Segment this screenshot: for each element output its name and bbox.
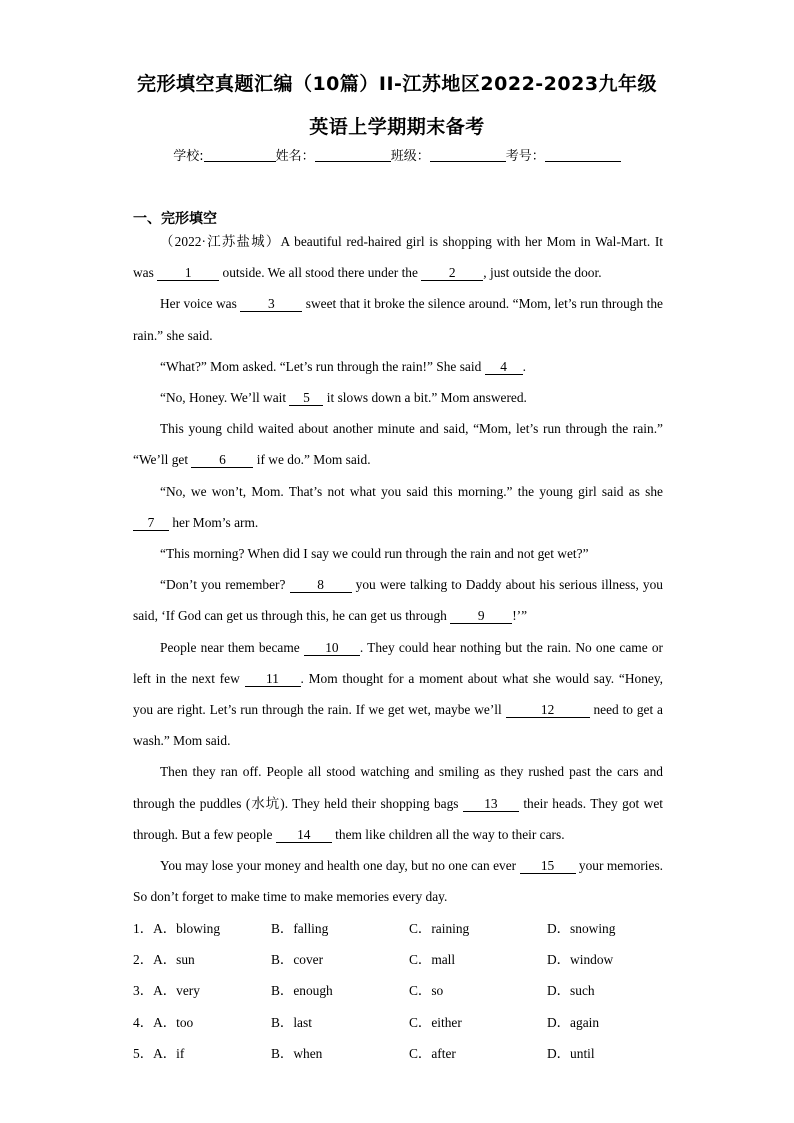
title-line-2: 英语上学期期末备考: [309, 116, 485, 138]
option-1-C[interactable]: C．raining: [409, 921, 470, 936]
student-info-line: [0, 145, 794, 164]
passage-text: . Mom thought for a moment about what she would say. “Honey, you are right. Let’s run through the rain. If we get wet, maybe we’ll: [133, 670, 664, 718]
passage-text: “No, Honey. We’ll wait: [160, 390, 290, 406]
blank-3[interactable]: 3: [240, 296, 302, 312]
class-blank[interactable]: [430, 148, 506, 162]
option-row: [133, 1007, 693, 1038]
option-row: [133, 944, 693, 975]
option-4-C[interactable]: C．either: [409, 1014, 462, 1030]
blank-2[interactable]: 2: [421, 265, 483, 281]
passage-text: !’”: [512, 608, 528, 624]
passage-text: （2022·江苏盐城）A beautiful red-haired girl is shopping with her Mom in Wal-Mart. It was: [133, 234, 663, 281]
passage-text: People near them became: [160, 639, 304, 655]
passage-text: their heads. They got wet through. But a few people: [133, 795, 663, 842]
passage-text: you were talking to Daddy about his serious illness, you said, ‘If God can get us through this, he can get us through: [133, 577, 663, 624]
option-5-A[interactable]: 5．A．if: [133, 1045, 185, 1061]
passage-text: . They could hear nothing but the rain. No one came or left in the next few: [133, 639, 663, 686]
option-row: [133, 913, 693, 944]
passage-text: .: [522, 358, 526, 374]
blank-15[interactable]: 15: [520, 858, 576, 874]
option-3-D[interactable]: D．such: [547, 983, 595, 999]
option-3-A[interactable]: 3．A．very: [133, 983, 200, 999]
passage-text: need to get a wash.” Mom said.: [133, 702, 663, 749]
passage-text: them like children all the way to their cars.: [331, 826, 565, 842]
option-4-B[interactable]: B．last: [271, 1014, 312, 1030]
option-2-C[interactable]: C．mall: [409, 952, 456, 968]
option-1-B[interactable]: B．falling: [271, 921, 329, 936]
answer-options: [133, 913, 693, 1069]
passage-text: Then they ran off. People all stood watching and smiling as they rushed past the cars and through the puddles (水坑). They held their shopping bags: [133, 764, 663, 811]
passage-text: outside. We all stood there under the: [219, 265, 422, 281]
blank-11[interactable]: 11: [245, 671, 301, 687]
option-2-B[interactable]: B．cover: [271, 952, 324, 968]
option-4-D[interactable]: D．again: [547, 1014, 600, 1030]
passage-text: her Mom’s arm.: [169, 514, 259, 530]
name-label: 姓名：: [275, 149, 315, 164]
passage-paragraph: [133, 476, 663, 538]
school-label: 学校:: [173, 149, 204, 164]
blank-6[interactable]: 6: [191, 452, 253, 468]
blank-7[interactable]: 7: [133, 515, 169, 531]
option-3-B[interactable]: B．enough: [271, 983, 333, 999]
option-2-A[interactable]: 2．A．sun: [133, 952, 195, 968]
passage-paragraph: [133, 413, 663, 475]
passage-paragraph: [133, 382, 663, 413]
passage-paragraph: [133, 756, 663, 850]
blank-14[interactable]: 14: [276, 827, 332, 843]
passage-paragraph: [133, 569, 663, 631]
passage-paragraph: [133, 288, 663, 350]
school-blank[interactable]: [204, 148, 276, 162]
option-3-C[interactable]: C．so: [409, 983, 444, 999]
blank-12[interactable]: 12: [506, 702, 590, 718]
blank-10[interactable]: 10: [304, 640, 360, 656]
title-line-1: 完形填空真题汇编（10篇）II-江苏地区2022-2023九年级: [136, 73, 658, 95]
passage-text: Her voice was: [160, 296, 241, 312]
passage-text: This young child waited about another minute and said, “Mom, let’s run through the rain.” “We’ll get: [133, 421, 663, 468]
name-blank[interactable]: [315, 148, 391, 162]
number-label: 考号：: [505, 149, 545, 164]
option-row: [133, 1038, 693, 1069]
passage-text: , just outside the door.: [483, 265, 602, 281]
option-1-D[interactable]: D．snowing: [547, 921, 616, 936]
passage-text: You may lose your money and health one day, but no one can ever: [160, 858, 520, 874]
passage-paragraph: [133, 351, 663, 382]
passage-paragraph: [133, 632, 663, 757]
blank-4[interactable]: 4: [485, 359, 523, 375]
passage-text: your memories. So don’t forget to make time to make memories every day.: [133, 858, 663, 905]
passage-paragraph: [133, 226, 663, 288]
blank-13[interactable]: 13: [463, 796, 519, 812]
passage-text: if we do.” Mom said.: [253, 452, 371, 468]
passage-text: sweet that it broke the silence around. “Mom, let’s run through the rain.” she said.: [133, 296, 663, 343]
passage-text: “What?” Mom asked. “Let’s run through the rain!” She said: [160, 358, 485, 374]
passage-text: “No, we won’t, Mom. That’s not what you said this morning.” the young girl said as she: [160, 483, 663, 499]
option-1-A[interactable]: 1．A．blowing: [133, 921, 221, 936]
option-5-C[interactable]: C．after: [409, 1045, 456, 1061]
class-label: 班级：: [390, 149, 430, 164]
blank-1[interactable]: 1: [157, 265, 219, 281]
option-row: [133, 975, 693, 1006]
option-5-D[interactable]: D．until: [547, 1045, 595, 1061]
passage-text: it slows down a bit.” Mom answered.: [323, 390, 527, 406]
option-5-B[interactable]: B．when: [271, 1045, 323, 1061]
option-4-A[interactable]: 4．A．too: [133, 1014, 194, 1030]
passage-text: “This morning? When did I say we could run through the rain and not get wet?”: [160, 546, 589, 562]
blank-5[interactable]: 5: [289, 390, 323, 406]
blank-8[interactable]: 8: [290, 577, 352, 593]
cloze-passage: [133, 226, 663, 912]
number-blank[interactable]: [545, 148, 621, 162]
passage-paragraph: [133, 538, 663, 569]
section-title: 一、完形填空: [133, 211, 217, 227]
blank-9[interactable]: 9: [450, 608, 512, 624]
option-2-D[interactable]: D．window: [547, 952, 614, 968]
passage-text: “Don’t you remember?: [160, 577, 290, 593]
passage-paragraph: [133, 850, 663, 912]
